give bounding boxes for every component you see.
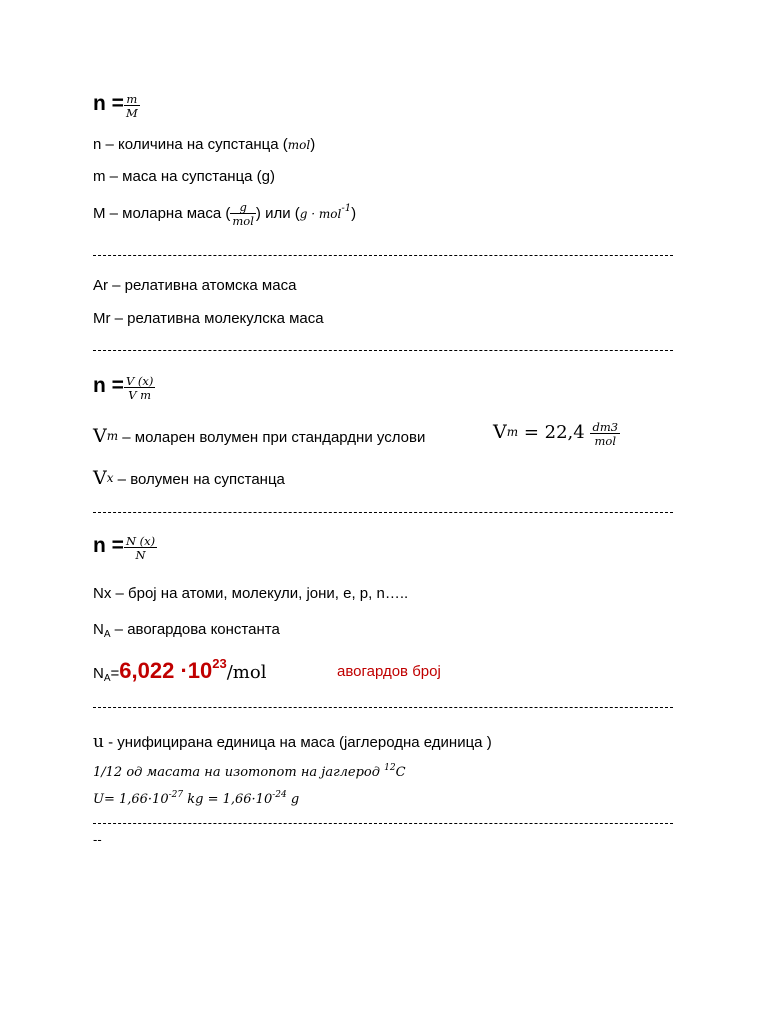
formula-lhs: n = xyxy=(93,374,124,397)
fraction-nx-over-n: $\frac{N (x)}{N}$ xyxy=(125,534,156,563)
vm-equation: Vm = 22,4 $\frac{dm3}{\text{mol}}$ xyxy=(493,420,619,449)
u-value: $U= 1,66\cdot 10^{-27}$ kg = $1,66\cdot 10^{-24}$ g xyxy=(93,790,300,807)
fraction-g-over-mol: $\frac{g}{\text{mol}}$ xyxy=(232,200,254,228)
isotope-note: 1/12 од масата на изотопот на јаглерод $^{12}$C xyxy=(93,763,406,780)
trailing-dashes: -- xyxy=(93,832,102,847)
definition-nx: Nx – број на атоми, молекули, јони, e, p, n….. xyxy=(93,585,409,602)
fraction-dm3-over-mol: $\frac{dm3}{\text{mol}}$ xyxy=(592,420,619,449)
fraction-vx-over-vm: $\frac{V (x)}{\text{V m}}$ xyxy=(125,374,154,403)
formula-n-volume xyxy=(93,374,155,401)
formula-lhs: n = xyxy=(93,534,124,557)
definition-na: $N_A$ – авогардова константа xyxy=(93,621,280,640)
avogadro-label: авогардов број xyxy=(337,663,441,680)
avogadro-number: 6,022 ·10 xyxy=(119,658,213,683)
divider xyxy=(93,350,673,351)
formula-lhs: n = xyxy=(93,92,124,115)
definition-u: u - унифицирана единица на маса (јаглеродна единица ) xyxy=(93,732,492,752)
divider xyxy=(93,707,673,708)
formula-n-particles xyxy=(93,534,157,561)
unit-mol: mol xyxy=(287,138,311,152)
formula-n-mass xyxy=(93,92,140,119)
divider xyxy=(93,823,673,824)
divider xyxy=(93,255,673,256)
unit-g-mol: g · mol xyxy=(299,206,342,221)
definition-vx: Vx – волумен на супстанца xyxy=(93,467,285,489)
definition-mr: Mr – релативна молекулска маса xyxy=(93,310,324,327)
divider xyxy=(93,512,673,513)
definition-M: M – моларна маса ( $\frac{g}{\text{mol}}$ ) или (g · mol$^{-1}$) xyxy=(93,200,357,228)
definition-vm: Vm – моларен волумен при стандардни услови xyxy=(93,425,426,447)
definition-ar: Ar – релативна атомска маса xyxy=(93,277,297,294)
avogadro-value-line: $N_A=6,022 \cdot 1023/mol$ xyxy=(93,656,267,684)
fraction-m-over-M: $\frac{m}{M}$ xyxy=(125,92,138,121)
definition-n: n – количина на супстанца (mol) xyxy=(93,136,316,153)
definition-m: m – маса на супстанца (g) xyxy=(93,168,276,185)
